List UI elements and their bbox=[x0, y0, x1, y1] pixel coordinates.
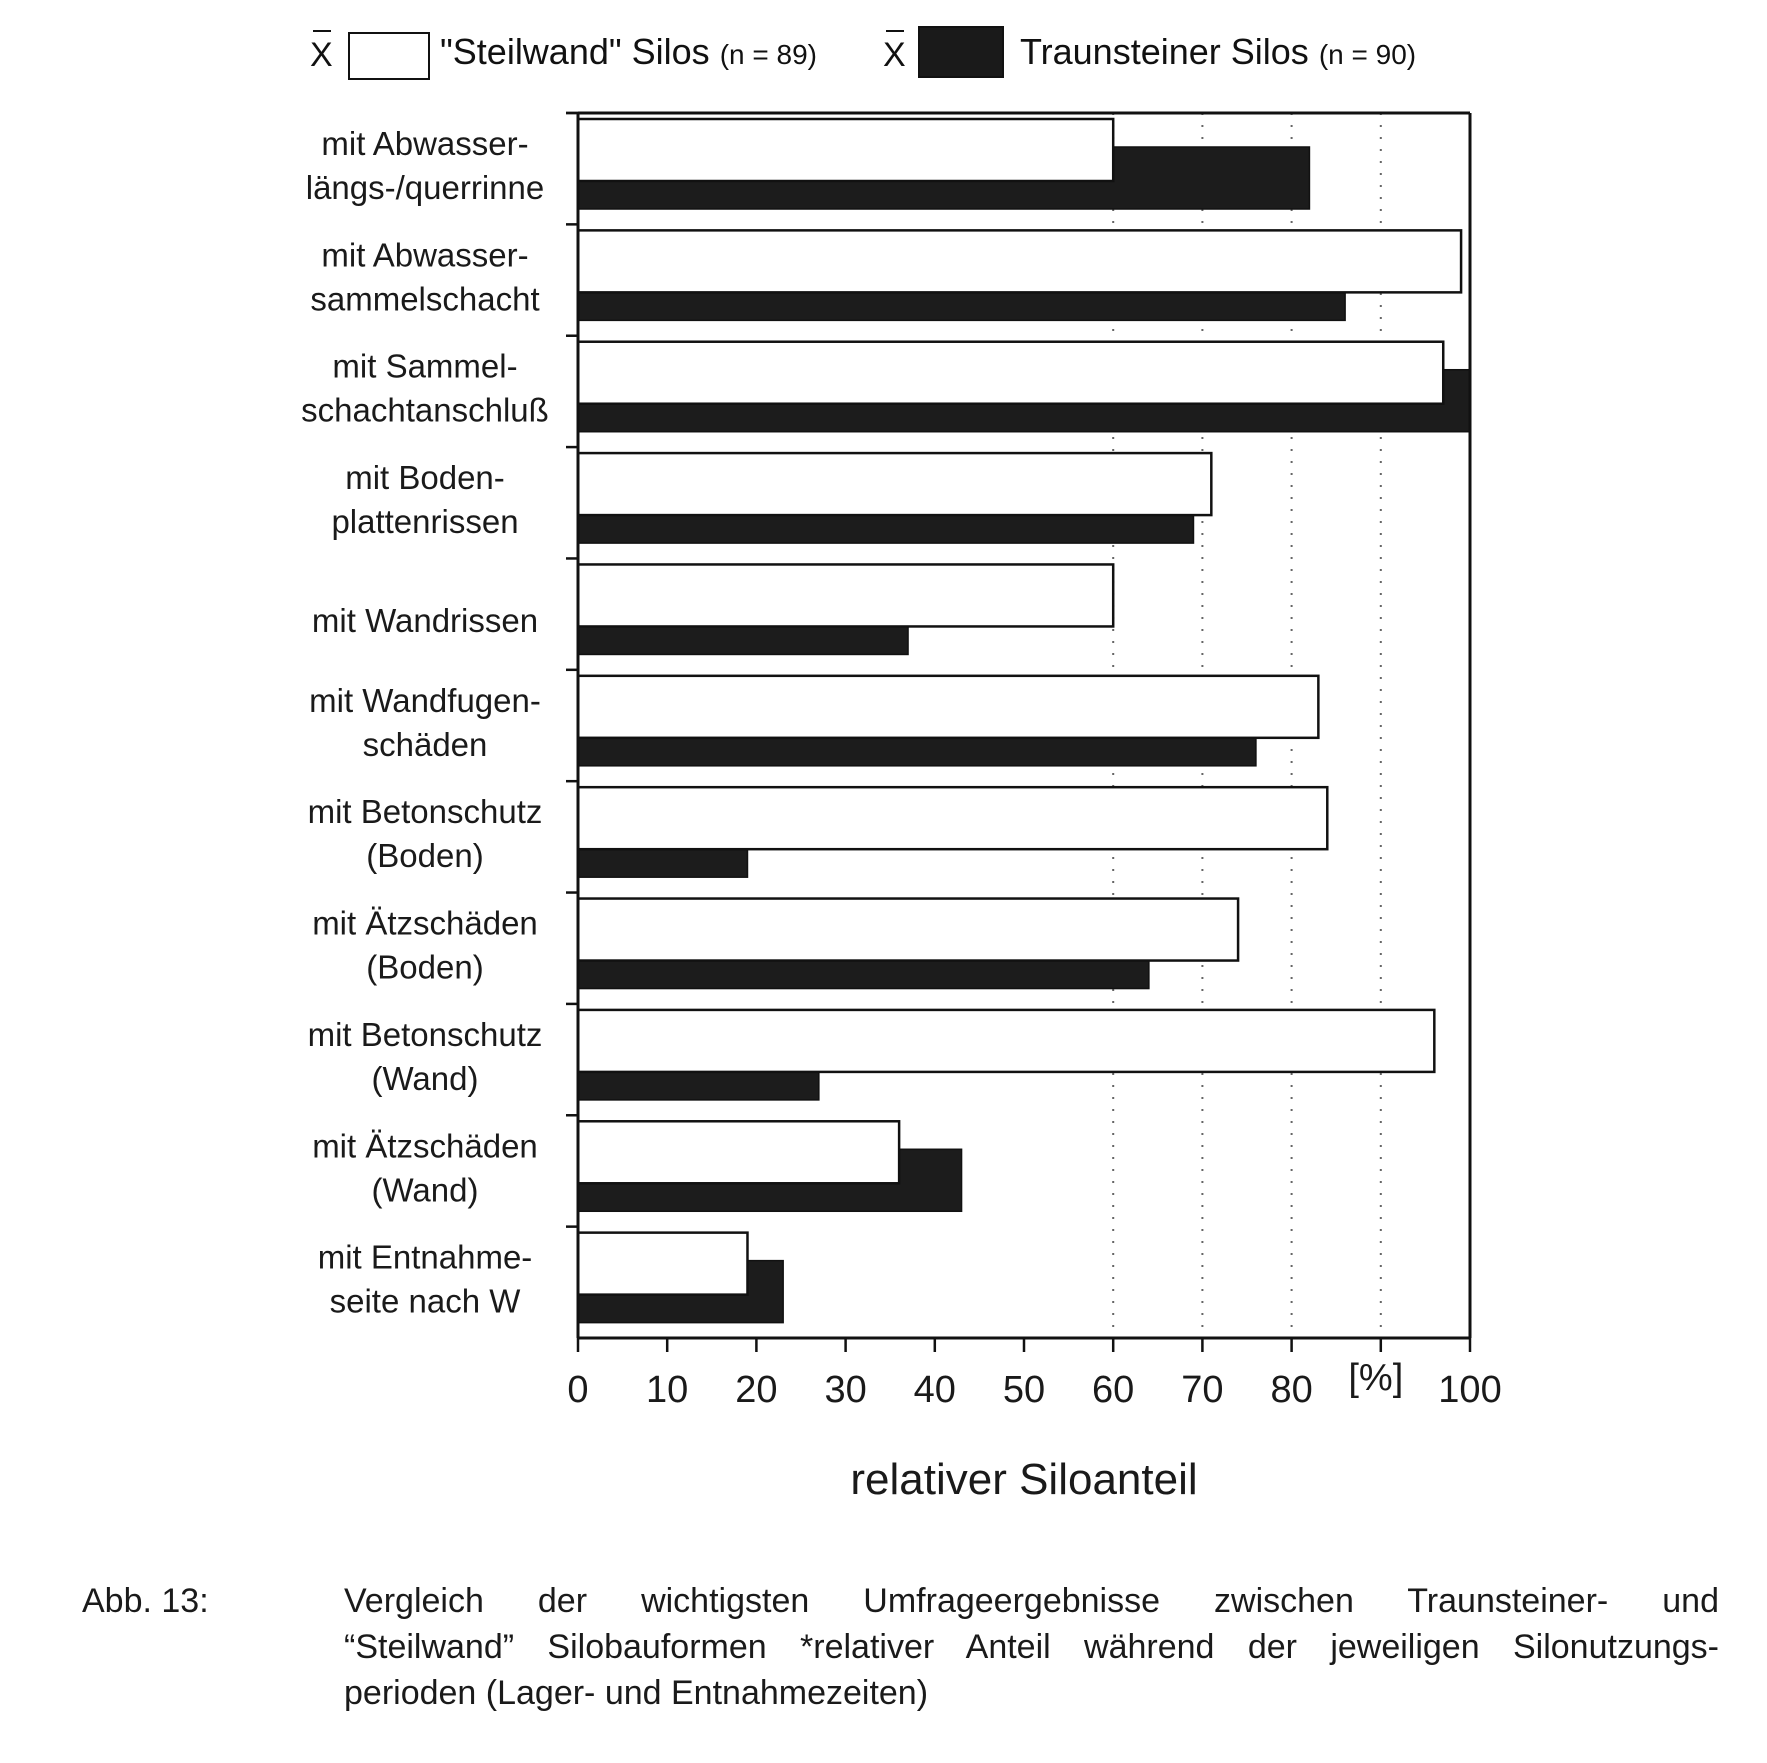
bars bbox=[578, 119, 1470, 1323]
x-tick-label: 30 bbox=[824, 1369, 867, 1411]
x-tick-label: 0 bbox=[567, 1369, 589, 1411]
legend-label-traunsteiner: Traunsteiner Silos (n = 90) bbox=[1020, 31, 1417, 72]
x-tick-label: 60 bbox=[1092, 1369, 1135, 1411]
category-label: seite nach W bbox=[329, 1282, 521, 1320]
x-tick-label: 70 bbox=[1181, 1369, 1224, 1411]
bar-steilwand bbox=[578, 1121, 899, 1183]
category-label: (Wand) bbox=[371, 1059, 479, 1097]
category-label: mit Betonschutz bbox=[307, 1015, 543, 1053]
category-label: mit Wandrissen bbox=[311, 602, 539, 640]
unit-label: [%] bbox=[1348, 1357, 1404, 1399]
bar-steilwand bbox=[578, 119, 1113, 181]
bar-steilwand bbox=[578, 342, 1443, 404]
category-label: mit Ätzschäden bbox=[312, 904, 538, 942]
caption-line: Vergleich der wichtigsten Umfrageergebnisse zwischen Traunsteiner- und bbox=[344, 1582, 1719, 1620]
category-label: (Wand) bbox=[371, 1171, 479, 1209]
bar-steilwand bbox=[578, 564, 1113, 626]
caption-text bbox=[344, 1578, 1719, 1716]
legend-label-steilwand: "Steilwand" Silos (n = 89) bbox=[440, 31, 817, 72]
x-tick-label: 10 bbox=[646, 1369, 689, 1411]
bar-steilwand bbox=[578, 676, 1318, 738]
x-tick-label: 80 bbox=[1270, 1369, 1313, 1411]
category-label: (Boden) bbox=[366, 837, 484, 875]
x-tick-label: 100 bbox=[1438, 1369, 1502, 1411]
category-label: mit Abwasser- bbox=[321, 125, 529, 162]
category-label: mit Betonschutz bbox=[307, 793, 543, 831]
bar-steilwand bbox=[578, 787, 1327, 849]
x-tick-label: 20 bbox=[735, 1369, 778, 1411]
caption-line: “Steilwand” Silobauformen *relativer Anteil während der jeweiligen Silonutzungs- bbox=[344, 1628, 1719, 1666]
x-tick-label: 50 bbox=[1002, 1369, 1046, 1411]
category-label: schachtanschluß bbox=[301, 391, 549, 429]
category-label: schäden bbox=[362, 725, 488, 763]
bar-steilwand bbox=[578, 230, 1461, 292]
bar-steilwand bbox=[578, 1010, 1434, 1072]
bar-steilwand bbox=[578, 1233, 747, 1295]
category-label: plattenrissen bbox=[331, 503, 519, 541]
bar-steilwand bbox=[578, 453, 1211, 515]
mean-symbol-2: X bbox=[883, 38, 906, 72]
caption-label: Abb. 13: bbox=[82, 1582, 209, 1620]
caption-line: perioden (Lager- und Entnahmezeiten) bbox=[344, 1674, 929, 1712]
category-label: sammelschacht bbox=[310, 280, 540, 318]
category-label: mit Wandfugen- bbox=[309, 681, 541, 719]
category-label: mit Abwasser- bbox=[321, 236, 529, 274]
category-label: mit Ätzschäden bbox=[312, 1127, 538, 1165]
category-labels bbox=[301, 125, 549, 1320]
x-axis-title: relativer Siloanteil bbox=[850, 1455, 1198, 1504]
mean-symbol-1: X bbox=[310, 38, 333, 72]
bar-steilwand bbox=[578, 899, 1238, 961]
category-label: (Boden) bbox=[366, 948, 484, 986]
category-label: längs-/querrinne bbox=[305, 169, 545, 206]
category-label: mit Entnahme- bbox=[317, 1238, 533, 1276]
x-tick-label: 40 bbox=[913, 1369, 956, 1411]
category-label: mit Sammel- bbox=[332, 347, 518, 385]
category-label: mit Boden- bbox=[345, 459, 505, 497]
